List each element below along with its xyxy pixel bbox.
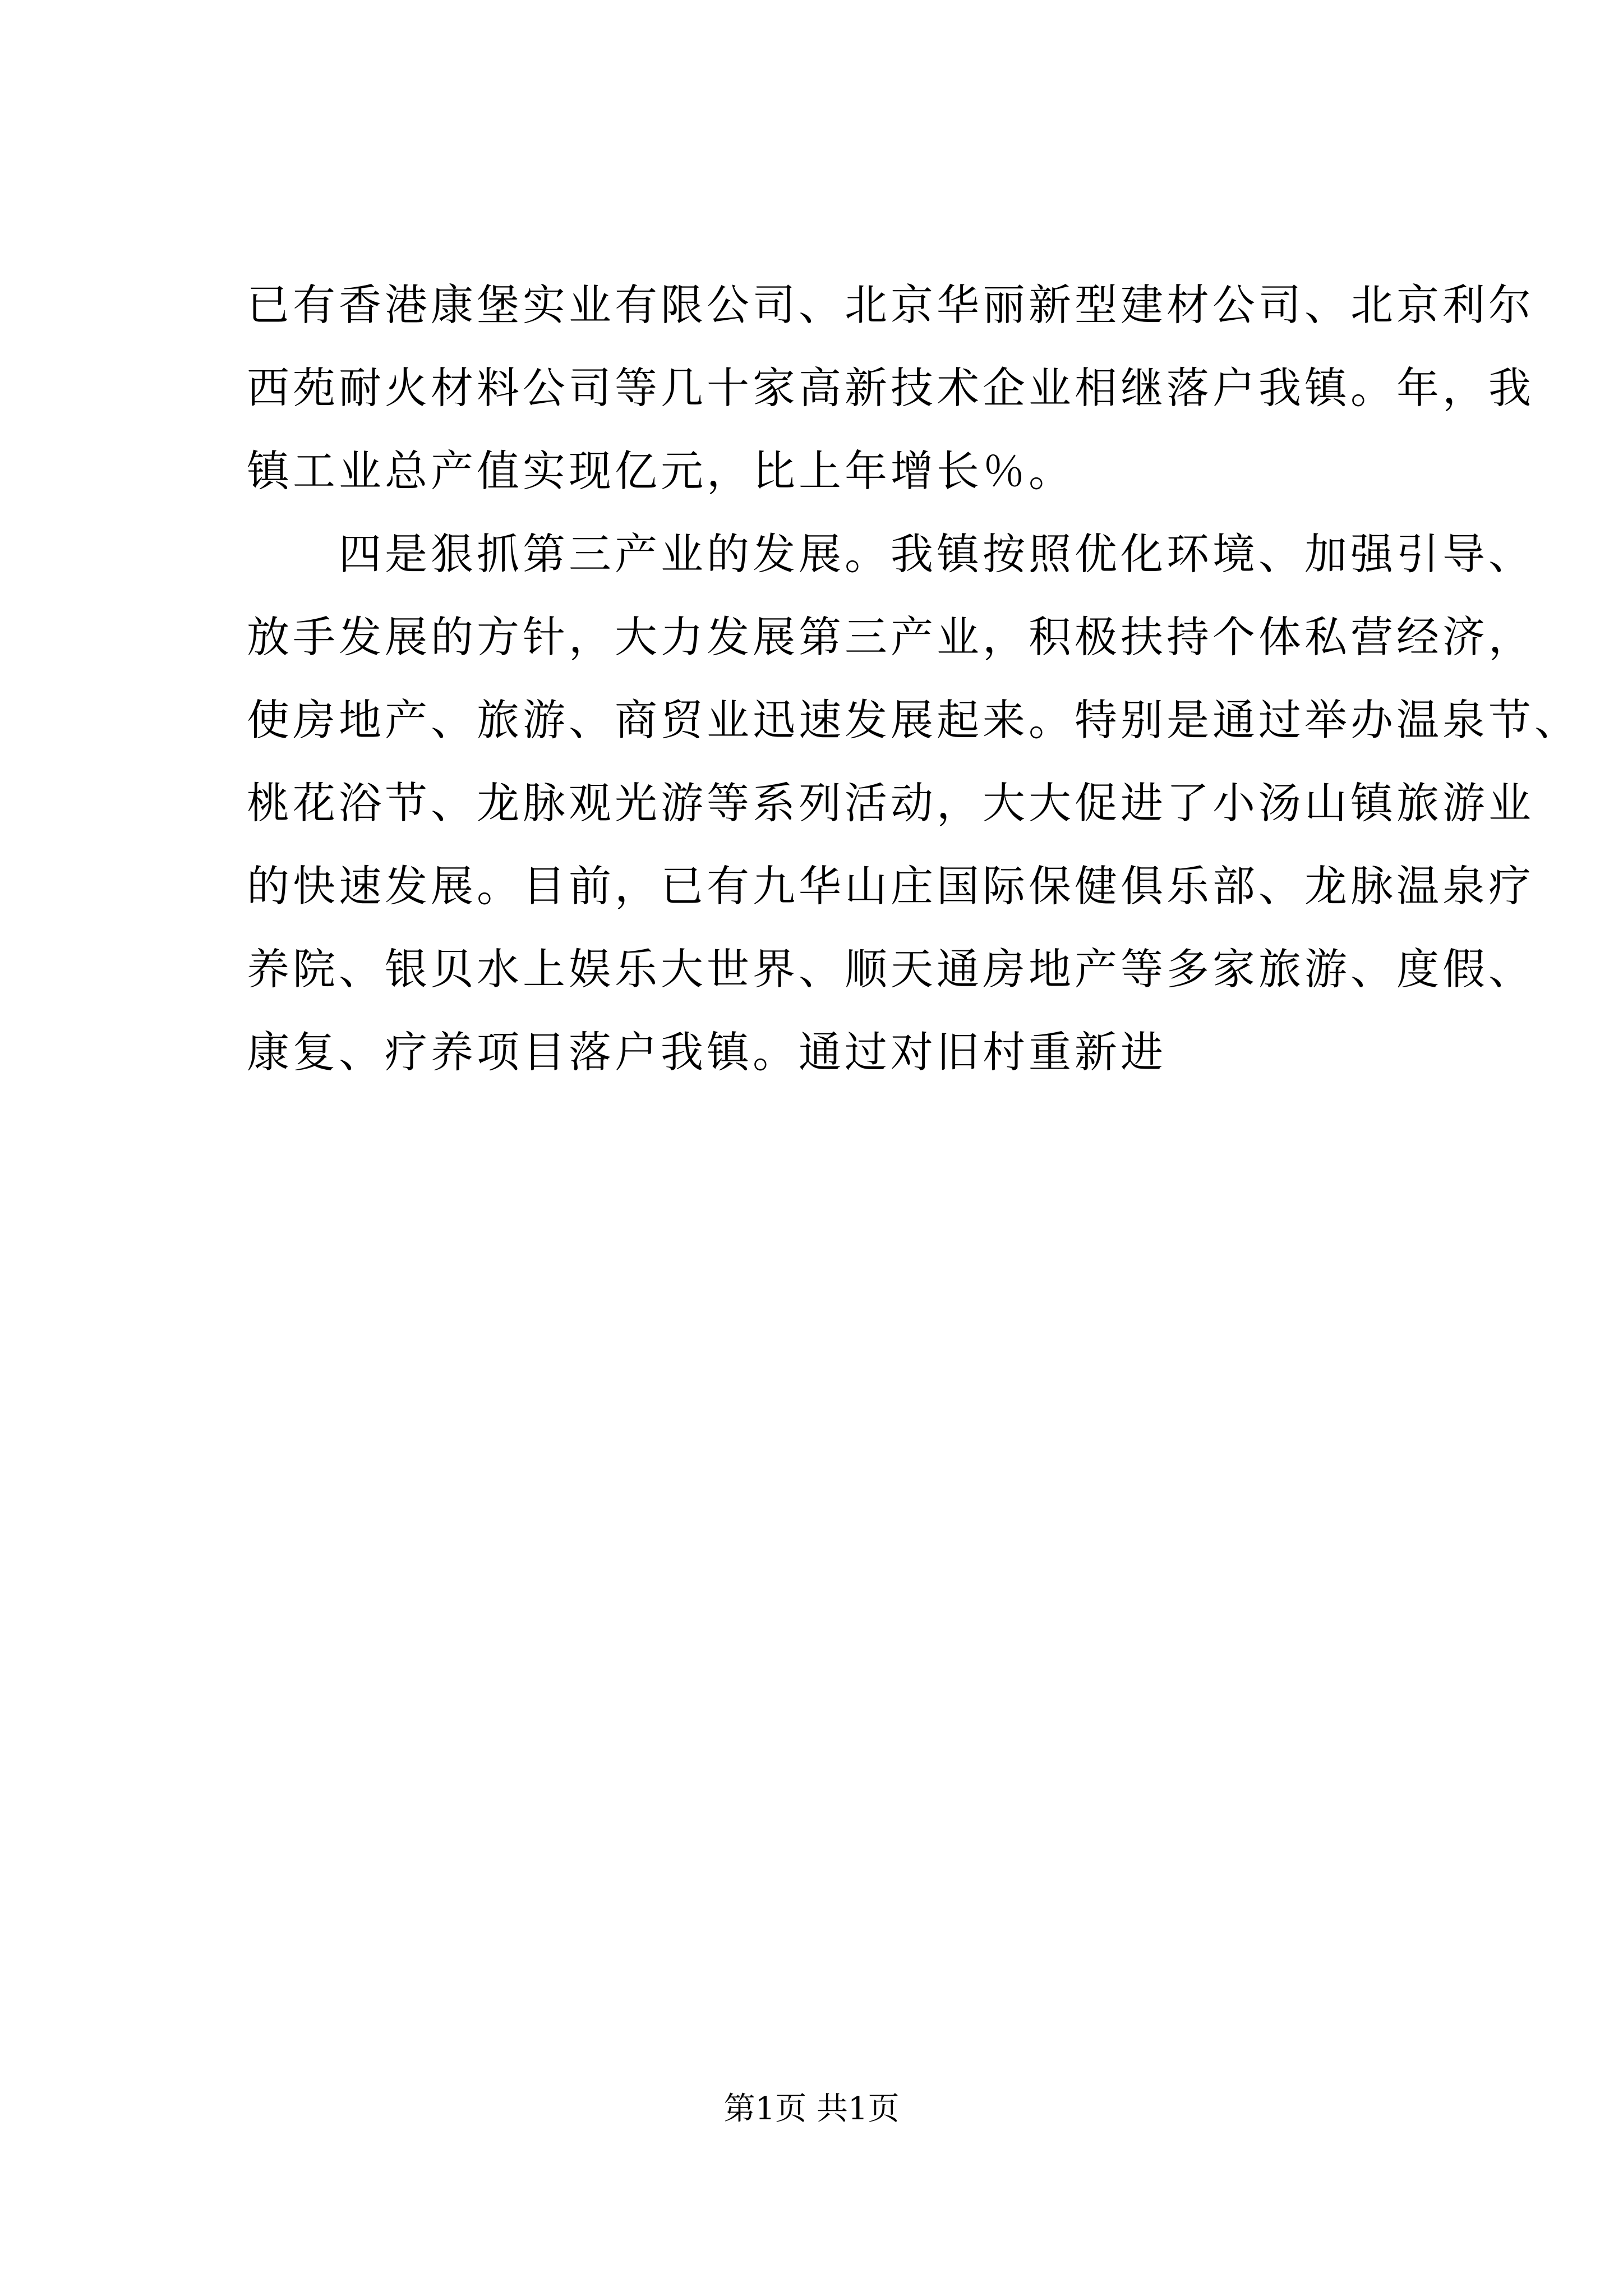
text-line: 已有香港康堡实业有限公司、北京华丽新型建材公司、北京利尔 xyxy=(247,280,1534,330)
text-line: 康复、疗养项目落户我镇。通过对旧村重新进 xyxy=(247,1027,1166,1077)
text-line: 镇工业总产值实现亿元，比上年增长％。 xyxy=(247,446,1075,496)
body-text xyxy=(247,264,1580,1094)
text-line: 养院、银贝水上娱乐大世界、顺天通房地产等多家旅游、度假、 xyxy=(247,944,1534,994)
text-line: 四是狠抓第三产业的发展。我镇按照优化环境、加强引导、 xyxy=(247,529,1534,579)
text-line: 桃花浴节、龙脉观光游等系列活动，大大促进了小汤山镇旅游业 xyxy=(247,778,1534,828)
text-line: 放手发展的方针，大力发展第三产业，积极扶持个体私营经济， xyxy=(247,612,1534,662)
text-line: 的快速发展。目前，已有九华山庄国际保健俱乐部、龙脉温泉疗 xyxy=(247,861,1534,911)
text-line: 西苑耐火材料公司等几十家高新技术企业相继落户我镇。年，我 xyxy=(247,363,1534,413)
text-line: 使房地产、旅游、商贸业迅速发展起来。特别是通过举办温泉节、 xyxy=(247,695,1580,745)
page-number-footer: 第1页 共1页 xyxy=(723,2091,900,2127)
